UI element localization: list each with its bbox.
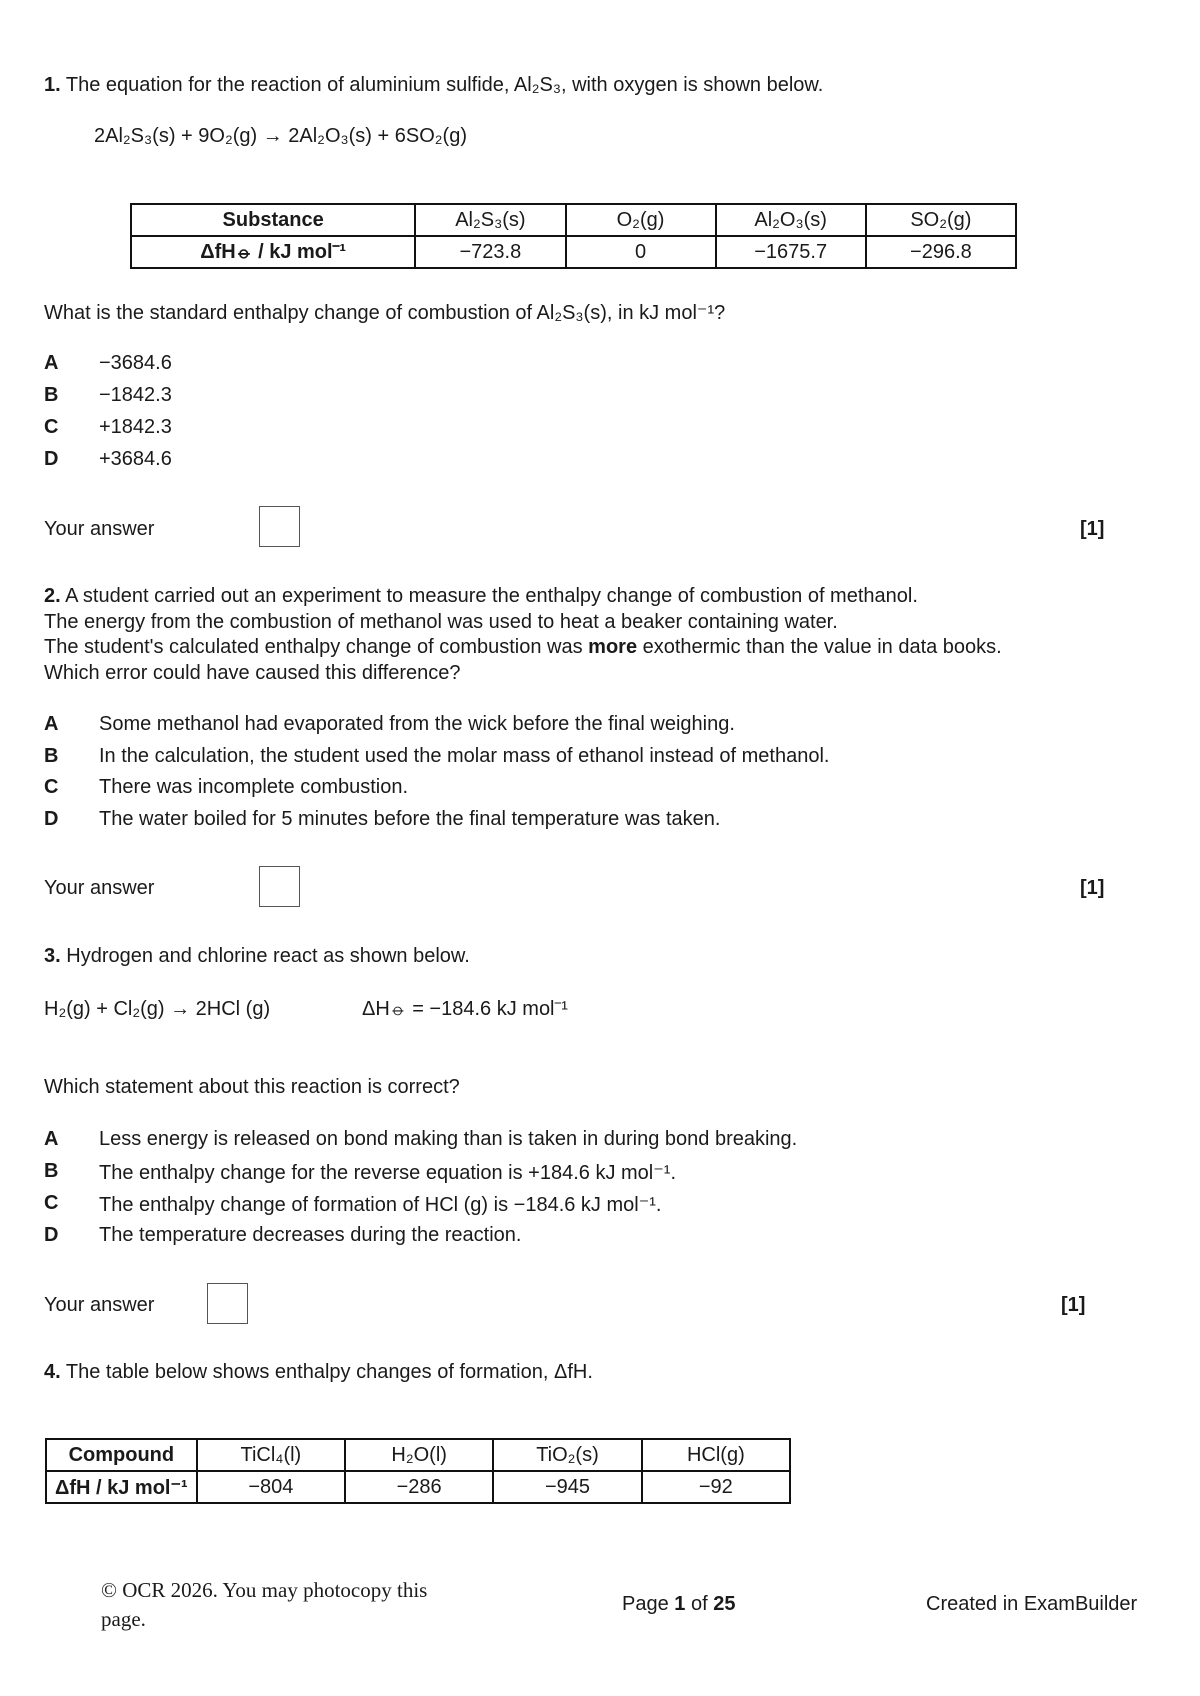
q2-line2: The energy from the combustion of methanol was used to heat a beaker containing water.	[44, 611, 838, 633]
q2-option-text: In the calculation, the student used the molar mass of ethanol instead of methanol.	[99, 745, 830, 767]
q2-line3-bold: more	[588, 636, 638, 658]
q3-option-text: Less energy is released on bond making than is taken in during bond breaking.	[99, 1128, 798, 1150]
q3-equation: H₂(g) + Cl₂(g) → 2HCl (g)	[44, 998, 271, 1020]
q1-table-header-row	[131, 204, 1016, 236]
q1-table-col: O₂(g)	[566, 204, 716, 236]
footer-copyright-line1: © OCR 2026. You may photocopy this	[101, 1578, 428, 1602]
q4-table-value: −945	[493, 1471, 641, 1503]
q1-table-col: Al₂O₃(s)	[716, 204, 866, 236]
q1-answer-box[interactable]	[259, 506, 300, 547]
q3-option-letter: D	[44, 1224, 59, 1246]
q1-question: What is the standard enthalpy change of combustion of Al₂S₃(s), in kJ mol⁻¹?	[44, 302, 726, 324]
q1-option-text: −3684.6	[99, 352, 172, 374]
q3-question: Which statement about this reaction is correct?	[44, 1076, 460, 1098]
q1-option-letter: C	[44, 416, 59, 438]
q2-line1-text: A student carried out an experiment to measure the enthalpy change of combustion of methanol.	[65, 585, 918, 607]
q4-table-value: −804	[197, 1471, 345, 1503]
q1-option-text: −1842.3	[99, 384, 172, 406]
q3-option-text: The enthalpy change of formation of HCl (g) is −184.6 kJ mol⁻¹.	[99, 1194, 662, 1216]
q2-line4: Which error could have caused this difference?	[44, 662, 461, 684]
q3-marks: [1]	[1061, 1294, 1086, 1316]
q4-table-col: H₂O(l)	[345, 1439, 493, 1471]
q1-table-value: −723.8	[415, 236, 565, 268]
q1-number: 1.	[44, 74, 61, 96]
q1-stem-text: The equation for the reaction of aluminium sulfide, Al₂S₃, with oxygen is shown below.	[65, 74, 824, 96]
q1-marks: [1]	[1080, 518, 1105, 540]
q2-option-letter: D	[44, 808, 59, 830]
q4-table-value: −92	[642, 1471, 790, 1503]
q2-line3-after: exothermic than the value in data books.	[642, 636, 1002, 658]
q2-option-text: The water boiled for 5 minutes before the final temperature was taken.	[99, 808, 721, 830]
q4-table-header-row	[46, 1439, 790, 1471]
q4-table-col: TiO₂(s)	[493, 1439, 641, 1471]
q4-stem	[44, 1361, 593, 1384]
q4-data-table	[45, 1438, 791, 1504]
q1-answer-label: Your answer	[44, 518, 155, 540]
q3-stem	[44, 945, 470, 968]
footer-page-total: 25	[713, 1593, 736, 1615]
q1-table-col: Al₂S₃(s)	[415, 204, 565, 236]
q1-table-value-row	[131, 236, 1016, 268]
q1-stem	[44, 74, 823, 97]
q1-table-value: −296.8	[866, 236, 1016, 268]
q3-number: 3.	[44, 945, 61, 967]
q2-option-letter: A	[44, 713, 59, 735]
q1-table-value: −1675.7	[716, 236, 866, 268]
q1-option-text: +3684.6	[99, 448, 172, 470]
q2-option-letter: C	[44, 776, 59, 798]
q1-table-header-label: Substance	[131, 204, 415, 236]
q4-table-col: TiCl₄(l)	[197, 1439, 345, 1471]
q4-table-value-row	[46, 1471, 790, 1503]
q1-table-col: SO₂(g)	[866, 204, 1016, 236]
q2-number: 2.	[44, 585, 61, 607]
q4-stem-text: The table below shows enthalpy changes of formation, ΔfH.	[65, 1361, 593, 1383]
footer-page-current: 1	[674, 1593, 686, 1615]
q2-answer-label: Your answer	[44, 877, 155, 899]
q2-line3-before: The student's calculated enthalpy change of combustion was	[44, 636, 583, 658]
q1-table-value: 0	[566, 236, 716, 268]
q1-option-text: +1842.3	[99, 416, 172, 438]
q4-number: 4.	[44, 1361, 61, 1383]
q4-table-row-label: ΔfH / kJ mol⁻¹	[46, 1471, 197, 1503]
q1-option-letter: A	[44, 352, 59, 374]
q3-option-letter: B	[44, 1160, 59, 1182]
q2-option-letter: B	[44, 745, 59, 767]
q3-answer-label: Your answer	[44, 1294, 155, 1316]
q2-line3	[44, 636, 1002, 659]
q3-stem-text: Hydrogen and chlorine react as shown below.	[66, 945, 470, 967]
q4-table-header-label: Compound	[46, 1439, 197, 1471]
q4-table-col: HCl(g)	[642, 1439, 790, 1471]
q3-option-text: The enthalpy change for the reverse equation is +184.6 kJ mol⁻¹.	[99, 1162, 677, 1184]
q3-option-letter: A	[44, 1128, 59, 1150]
q1-option-letter: B	[44, 384, 59, 406]
q2-answer-box[interactable]	[259, 866, 300, 907]
q3-enthalpy: ΔH⦵ = −184.6 kJ mol⁻¹	[362, 998, 568, 1020]
footer-copyright-line2: page.	[101, 1607, 146, 1631]
footer-created: Created in ExamBuilder	[926, 1593, 1138, 1615]
footer-page-of: of	[690, 1593, 708, 1615]
footer-page-number	[622, 1593, 735, 1616]
q1-option-letter: D	[44, 448, 59, 470]
q1-equation: 2Al₂S₃(s) + 9O₂(g) → 2Al₂O₃(s) + 6SO₂(g)	[94, 125, 467, 147]
q2-option-text: Some methanol had evaporated from the wick before the final weighing.	[99, 713, 735, 735]
footer-page-prefix: Page	[622, 1593, 669, 1615]
q4-table-value: −286	[345, 1471, 493, 1503]
q3-answer-box[interactable]	[207, 1283, 248, 1324]
q2-marks: [1]	[1080, 877, 1105, 899]
q2-line1	[44, 585, 918, 608]
q3-option-letter: C	[44, 1192, 59, 1214]
q3-option-text: The temperature decreases during the reaction.	[99, 1224, 522, 1246]
q2-option-text: There was incomplete combustion.	[99, 776, 409, 798]
q1-table-row-label: ΔfH⦵ / kJ mol⁻¹	[131, 236, 415, 268]
q1-data-table	[130, 203, 1017, 269]
